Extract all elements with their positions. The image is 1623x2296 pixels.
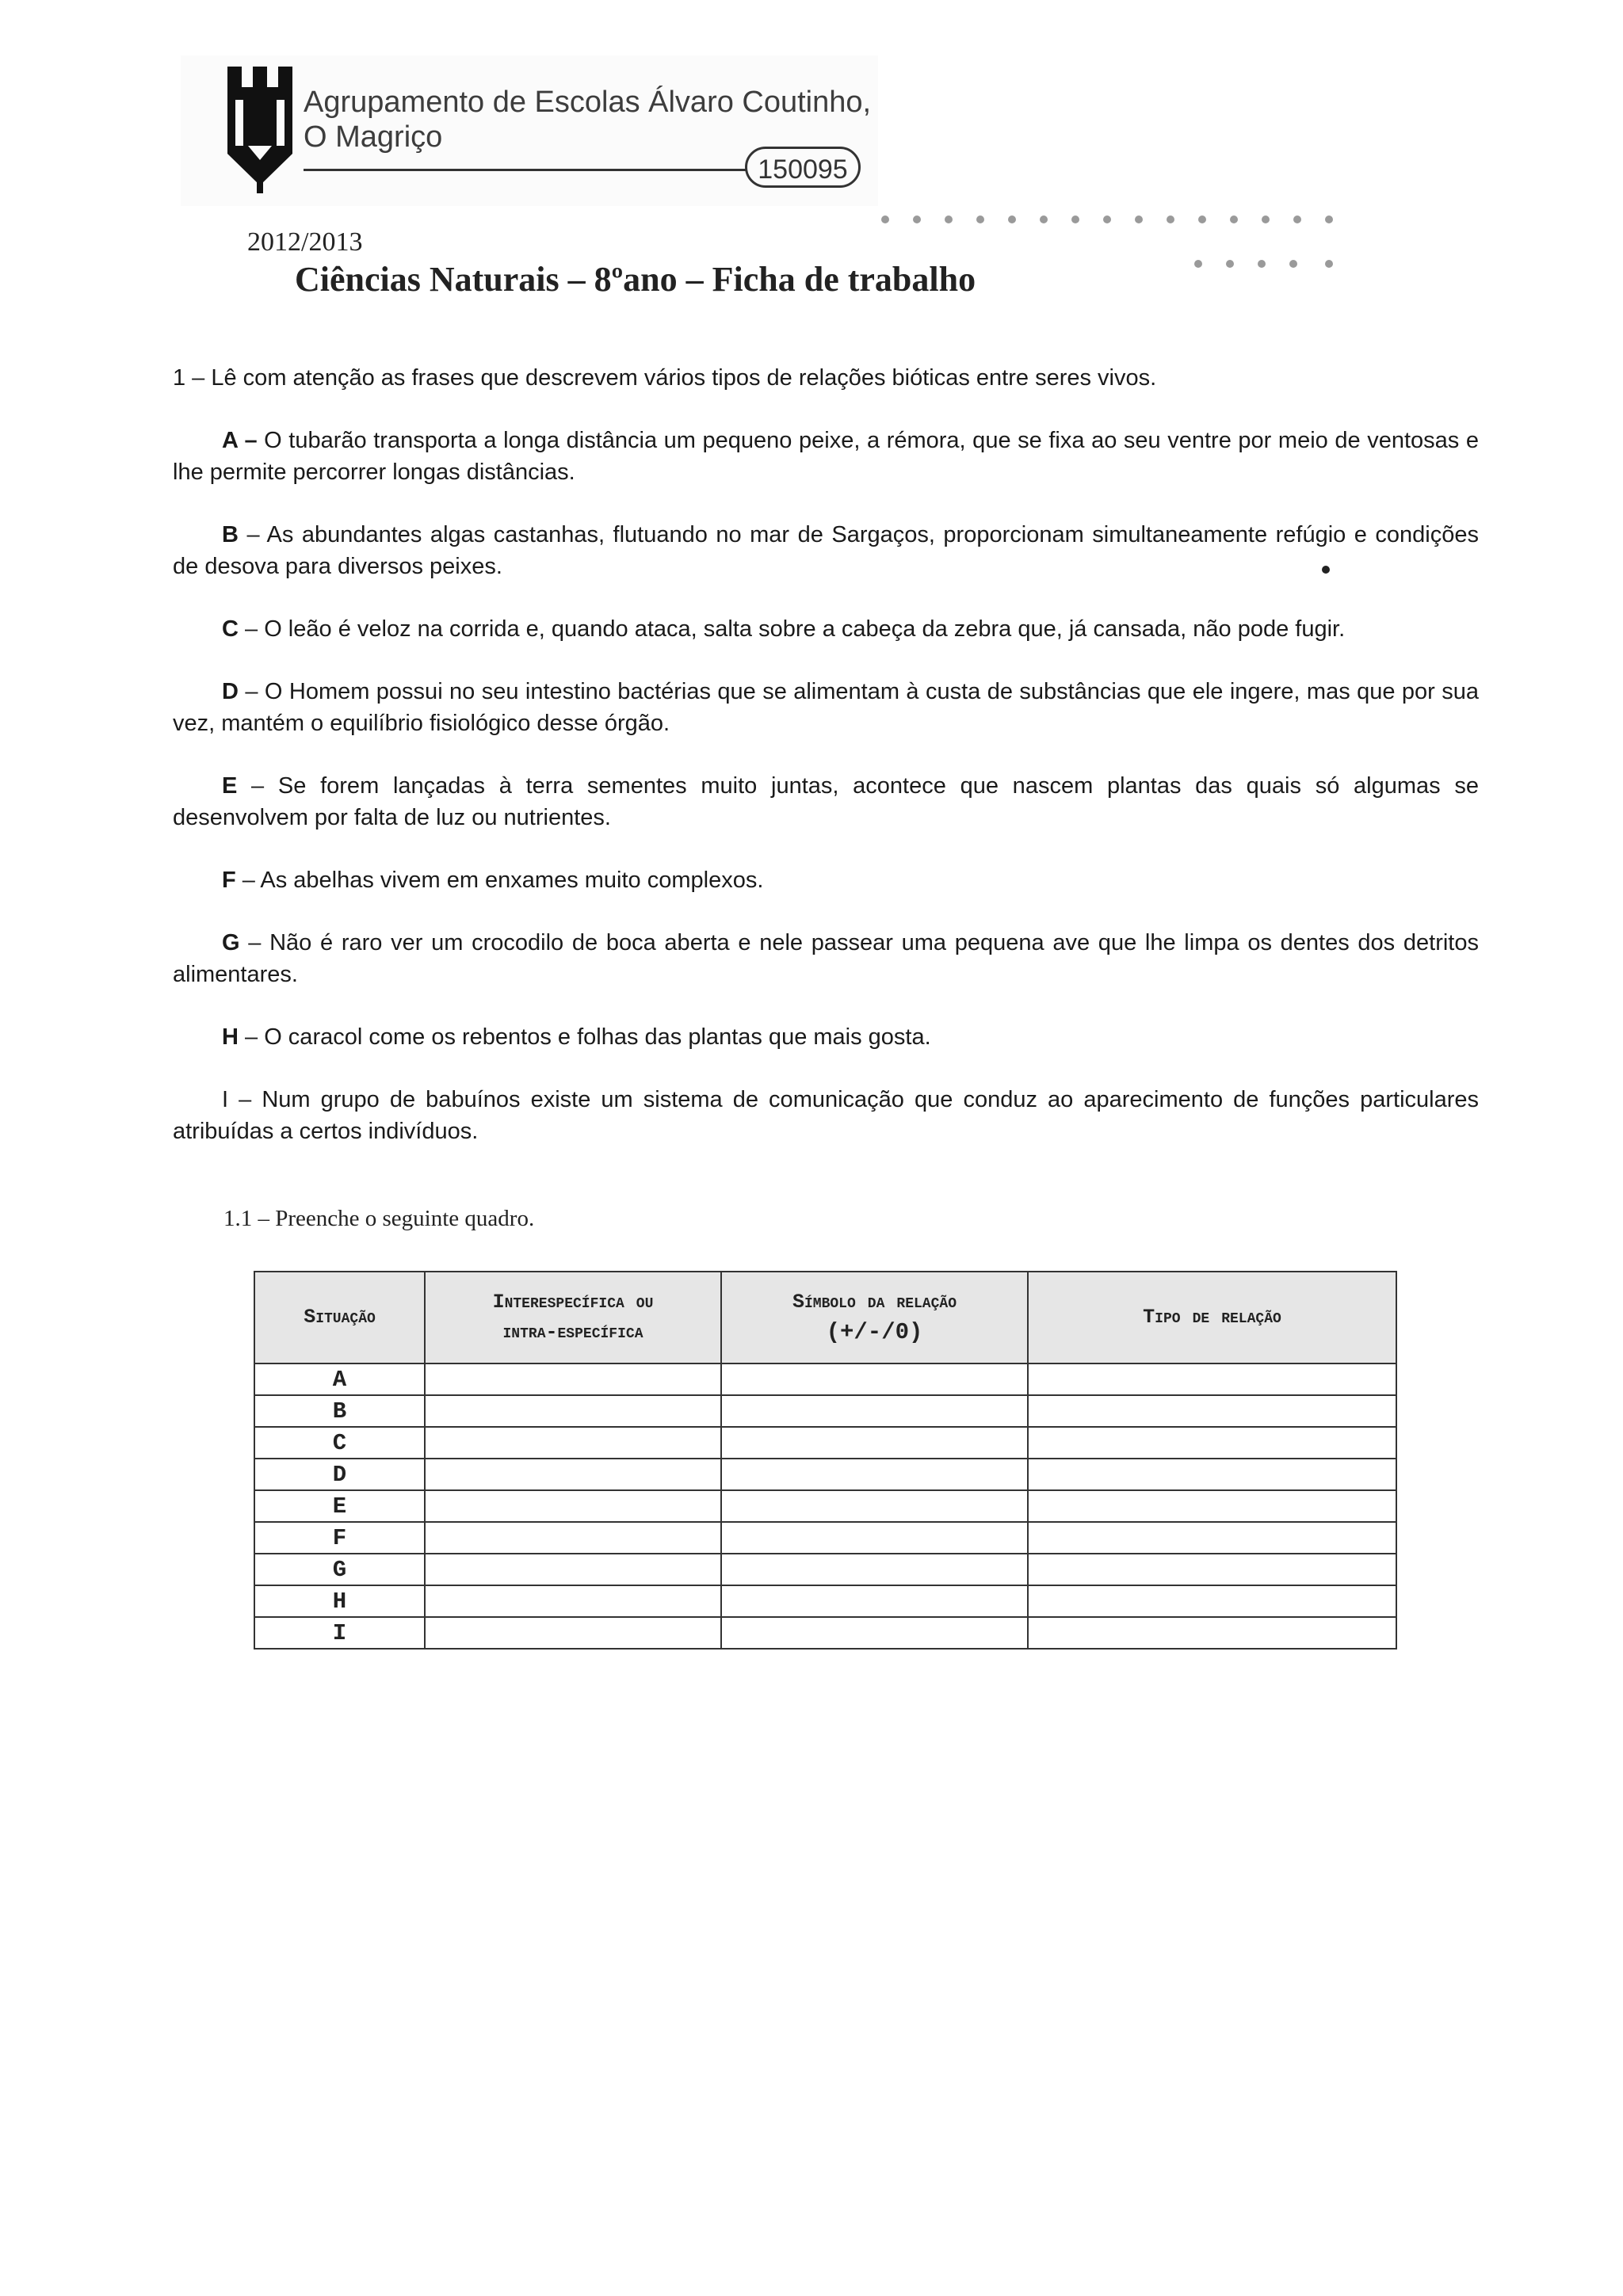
header-inter-intra: Interespecífica ou intra-específica [425, 1272, 721, 1363]
school-name-line2: O Magriço [304, 120, 443, 154]
cell-inter-intra[interactable] [425, 1459, 721, 1490]
school-code-badge: 150095 [745, 147, 861, 188]
statement-text: – As abelhas vivem em enxames muito complexos. [235, 868, 764, 893]
statement-g [173, 927, 1479, 990]
cell-inter-intra[interactable] [425, 1585, 721, 1617]
statement-label: H [222, 1024, 239, 1050]
cell-tipo[interactable] [1028, 1459, 1396, 1490]
header-simbolo: Símbolo da relação (+/-/0) [721, 1272, 1028, 1363]
cell-inter-intra[interactable] [425, 1395, 721, 1427]
statement-text: – O caracol come os rebentos e folhas das plantas que mais gosta. [238, 1024, 931, 1050]
row-label: D [254, 1459, 425, 1490]
cell-tipo[interactable] [1028, 1427, 1396, 1459]
statement-text: – O leão é veloz na corrida e, quando ataca, salta sobre a cabeça da zebra que, já cansada, não pode fugir. [238, 616, 1346, 642]
row-label: F [254, 1522, 425, 1554]
cell-simbolo[interactable] [721, 1554, 1028, 1585]
row-label: A [254, 1363, 425, 1395]
statement-label: B [222, 522, 239, 547]
row-label: H [254, 1585, 425, 1617]
cell-inter-intra[interactable] [425, 1490, 721, 1522]
logo-divider [304, 169, 747, 171]
cell-simbolo[interactable] [721, 1617, 1028, 1649]
statement-text: O tubarão transporta a longa distância um pequeno peixe, a rémora, que se fixa ao seu ventre por meio de ventosas e lhe permite percorrer longas distâncias. [173, 428, 1479, 485]
cell-tipo[interactable] [1028, 1490, 1396, 1522]
cell-simbolo[interactable] [721, 1427, 1028, 1459]
row-label: B [254, 1395, 425, 1427]
statement-i [173, 1084, 1479, 1147]
statement-label: D [222, 679, 239, 704]
stray-dot [1322, 566, 1330, 574]
cell-simbolo[interactable] [721, 1363, 1028, 1395]
statement-h [173, 1021, 1479, 1053]
school-name-line1: Agrupamento de Escolas Álvaro Coutinho, [304, 86, 872, 119]
cell-simbolo[interactable] [721, 1459, 1028, 1490]
statement-e [173, 770, 1479, 833]
table-row [254, 1490, 1396, 1522]
table-header-row [254, 1272, 1396, 1363]
row-label: E [254, 1490, 425, 1522]
cell-tipo[interactable] [1028, 1585, 1396, 1617]
table-row [254, 1585, 1396, 1617]
statement-text: – Se forem lançadas à terra sementes muito juntas, acontece que nascem plantas das quais só algumas se desenvolvem por falta de luz ou nutrientes. [173, 773, 1479, 830]
table-row [254, 1395, 1396, 1427]
cell-inter-intra[interactable] [425, 1554, 721, 1585]
statement-text: – O Homem possui no seu intestino bactérias que se alimentam à custa de substâncias que ele ingere, mas que por sua vez, mantém o equilíbrio fisiológico desse órgão. [173, 679, 1479, 736]
table-row [254, 1522, 1396, 1554]
statement-c [173, 613, 1479, 645]
cell-tipo[interactable] [1028, 1363, 1396, 1395]
statement-text: – Num grupo de babuínos existe um sistema de comunicação que conduz ao aparecimento de funções particulares atribuídas a certos indivíduos. [173, 1087, 1479, 1144]
cell-simbolo[interactable] [721, 1395, 1028, 1427]
header-situacao: Situação [254, 1272, 425, 1363]
question-1-prompt: 1 – Lê com atenção as frases que descrevem vários tipos de relações bióticas entre seres vivos. [173, 365, 1157, 391]
row-label: G [254, 1554, 425, 1585]
table-row [254, 1459, 1396, 1490]
statement-label: C [222, 616, 239, 642]
cell-tipo[interactable] [1028, 1395, 1396, 1427]
school-year: 2012/2013 [247, 227, 363, 257]
cell-inter-intra[interactable] [425, 1427, 721, 1459]
decorative-dots-row-2 [1193, 258, 1339, 269]
statement-label: G [222, 930, 240, 955]
statement-text: – As abundantes algas castanhas, flutuando no mar de Sargaços, proporcionam simultaneamente refúgio e condições de desova para diversos peixes. [173, 522, 1479, 579]
statement-a [173, 425, 1479, 488]
cell-inter-intra[interactable] [425, 1617, 721, 1649]
header-tipo: Tipo de relação [1028, 1272, 1396, 1363]
table-row [254, 1617, 1396, 1649]
answer-table [254, 1271, 1397, 1650]
row-label: I [254, 1617, 425, 1649]
cell-tipo[interactable] [1028, 1522, 1396, 1554]
page-title: Ciências Naturais – 8ºano – Ficha de trabalho [295, 260, 976, 299]
cell-simbolo[interactable] [721, 1585, 1028, 1617]
statement-label: I [222, 1087, 229, 1112]
statement-label: E [222, 773, 238, 799]
cell-simbolo[interactable] [721, 1490, 1028, 1522]
cell-inter-intra[interactable] [425, 1363, 721, 1395]
table-row [254, 1427, 1396, 1459]
row-label: C [254, 1427, 425, 1459]
statement-d [173, 676, 1479, 739]
decorative-dots-row-1 [880, 214, 1339, 225]
statement-f [173, 864, 1479, 896]
castle-tower-icon [224, 67, 296, 200]
statement-label: A – [222, 428, 258, 453]
table-row [254, 1554, 1396, 1585]
cell-tipo[interactable] [1028, 1554, 1396, 1585]
statement-label: F [222, 868, 236, 893]
table-row [254, 1363, 1396, 1395]
question-1-1-prompt: 1.1 – Preenche o seguinte quadro. [223, 1206, 535, 1231]
cell-tipo[interactable] [1028, 1617, 1396, 1649]
cell-inter-intra[interactable] [425, 1522, 721, 1554]
statement-b [173, 519, 1479, 582]
statement-text: – Não é raro ver um crocodilo de boca aberta e nele passear uma pequena ave que lhe limpa os dentes dos detritos alimentares. [173, 930, 1479, 987]
cell-simbolo[interactable] [721, 1522, 1028, 1554]
